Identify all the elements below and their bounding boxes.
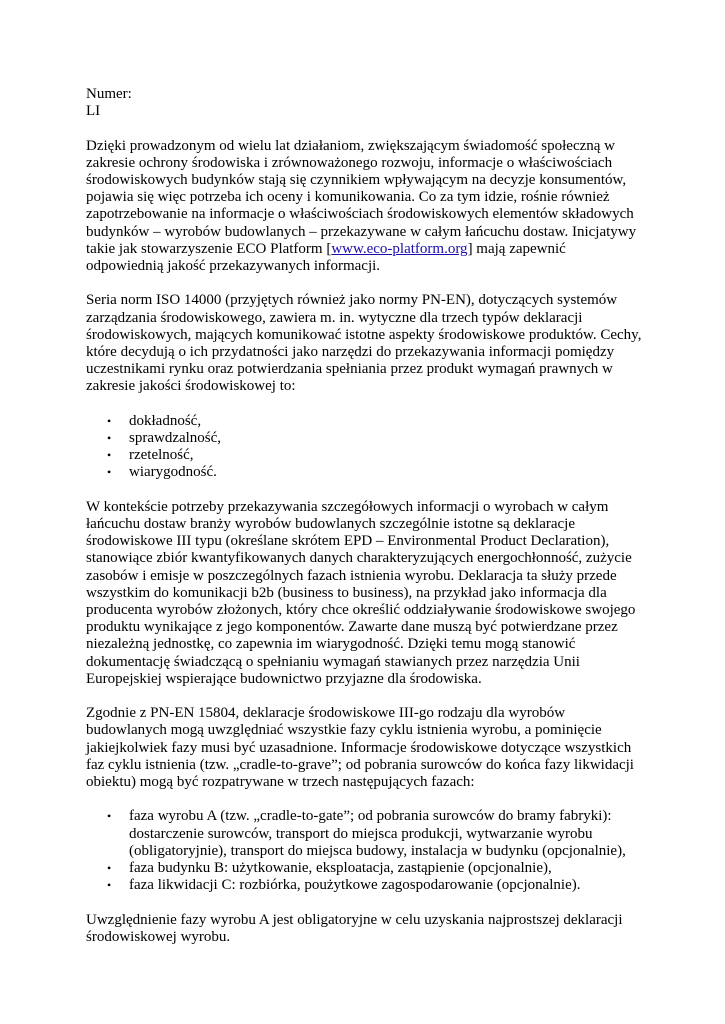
- list-item: [107, 412, 646, 430]
- list-item: [107, 447, 646, 464]
- bullet-icon: •: [107, 431, 112, 446]
- bullet-icon: •: [107, 413, 112, 428]
- phases-list: [86, 808, 646, 894]
- list-item-text: dokładność,: [129, 412, 202, 429]
- number-value: LI: [86, 103, 101, 120]
- paragraph-intro-text-a: Dzięki prowadzonym od wielu lat działaniom, zwiększającym świadomość społeczną w zakresie ochrony środowiska i zrównoważonego rozwoju, informacje o właściwościach środowiskowych budynków stają się czynnikiem wpływającym na decyzje konsumentów, pojawia się więc potrzeba ich oceny i komunikowania. Co za tym idzie, rośnie również zapotrzebowanie na informacje o właściwościach środowiskowych elementów składowych budynków – wyrobów budowlanych – przekazywane w całym łańcuchu dostaw. Inicjatywy takie jak stowarzyszenie ECO Platform [: [86, 137, 637, 257]
- list-item: [107, 808, 646, 860]
- number-label: Numer:: [86, 86, 132, 102]
- list-item: [107, 430, 646, 447]
- paragraph-pn-en-15804: Zgodnie z PN-EN 15804, deklaracje środowiskowe III-go rodzaju dla wyrobów budowlanych mogą uwzględniać wszystkie fazy cyklu istnienia wyrobu, a pominięcie jakiejkolwiek fazy musi być uzasadnione. Informacje środowiskowe dotyczące wszystkich faz cyklu istnienia (tzw. „cradle-to-grave”; od pobrania surowców do końca fazy likwidacji obiektu) mogą być rozpatrywane w trzech następujących fazach:: [86, 705, 634, 791]
- bullet-icon: •: [107, 465, 112, 480]
- list-item-text: faza budynku B: użytkowanie, eksploatacja, zastąpienie (opcjonalnie),: [129, 860, 552, 877]
- list-item-text: faza likwidacji C: rozbiórka, poużytkowe zagospodarowanie (opcjonalnie).: [129, 877, 581, 894]
- list-item-text: wiarygodność.: [129, 464, 217, 481]
- bullet-icon: •: [107, 448, 112, 463]
- bullet-icon: •: [107, 861, 112, 876]
- document-page: [86, 86, 646, 963]
- bullet-icon: •: [107, 878, 112, 893]
- list-item: [107, 877, 646, 894]
- list-item-text: sprawdzalność,: [129, 430, 222, 447]
- features-list: [86, 413, 646, 482]
- paragraph-intro: [86, 138, 646, 276]
- list-item-text: faza wyrobu A (tzw. „cradle-to-gate”; od pobrania surowców do bramy fabryki): dostarczenie surowców, transport do miejsca produkcji, wytwarzanie wyrobu (obligatoryjnie), transport do miejsca budowy, instalacja w budynku (opcjonalnie),: [129, 808, 626, 859]
- eco-platform-link[interactable]: www.eco-platform.org: [331, 240, 468, 257]
- paragraph-iso-standards: Seria norm ISO 14000 (przyjętych również jako normy PN-EN), dotyczących systemów zarządzania środowiskowego, zawiera m. in. wytyczne dla trzech typów deklaracji środowiskowych, mających komunikować istotne aspekty środowiskowe produktów. Cechy, które decydują o ich przydatności jako narzędzi do przekazywania informacji pomiędzy uczestnikami rynku oraz potwierdzania spełniania przez produkt wymagań prawnych w zakresie jakości środowiskowej to:: [86, 292, 642, 395]
- list-item: [107, 860, 646, 877]
- document-header: [86, 86, 646, 120]
- bullet-icon: •: [107, 809, 112, 824]
- list-item: [107, 464, 646, 481]
- list-item-text: rzetelność,: [129, 447, 194, 464]
- paragraph-epd: W kontekście potrzeby przekazywania szczegółowych informacji o wyrobach w całym łańcuchu dostaw branży wyrobów budowlanych szczególnie istotne są deklaracje środowiskowe III typu (określane skrótem EPD – Environmental Product Declaration), stanowiące zbiór kwantyfikowanych danych charakteryzujących energochłonność, zużycie zasobów i emisje w poszczególnych fazach istnienia wyrobu. Deklaracja ta służy przede wszystkim do komunikacji b2b (business to business), na przykład jako informacja dla producenta wyrobów złożonych, który chce określić oddziaływanie środowiskowe swojego produktu wynikające z jego komponentów. Zawarte dane muszą być potwierdzane przez niezależną jednostkę, co zapewnia im wiarygodność. Dzięki temu mogą stanowić dokumentację świadczącą o spełnianiu wymagań stawianych przez narzędzia Unii Europejskiej wspierające budownictwo przyjazne dla środowiska.: [86, 498, 636, 687]
- paragraph-conclusion: Uwzględnienie fazy wyrobu A jest obligatoryjne w celu uzyskania najprostszej deklaracji środowiskowej wyrobu.: [86, 911, 623, 945]
- paragraph-intro-text-b: ] mają zapewnić odpowiednią jakość przekazywanych informacji.: [86, 240, 566, 275]
